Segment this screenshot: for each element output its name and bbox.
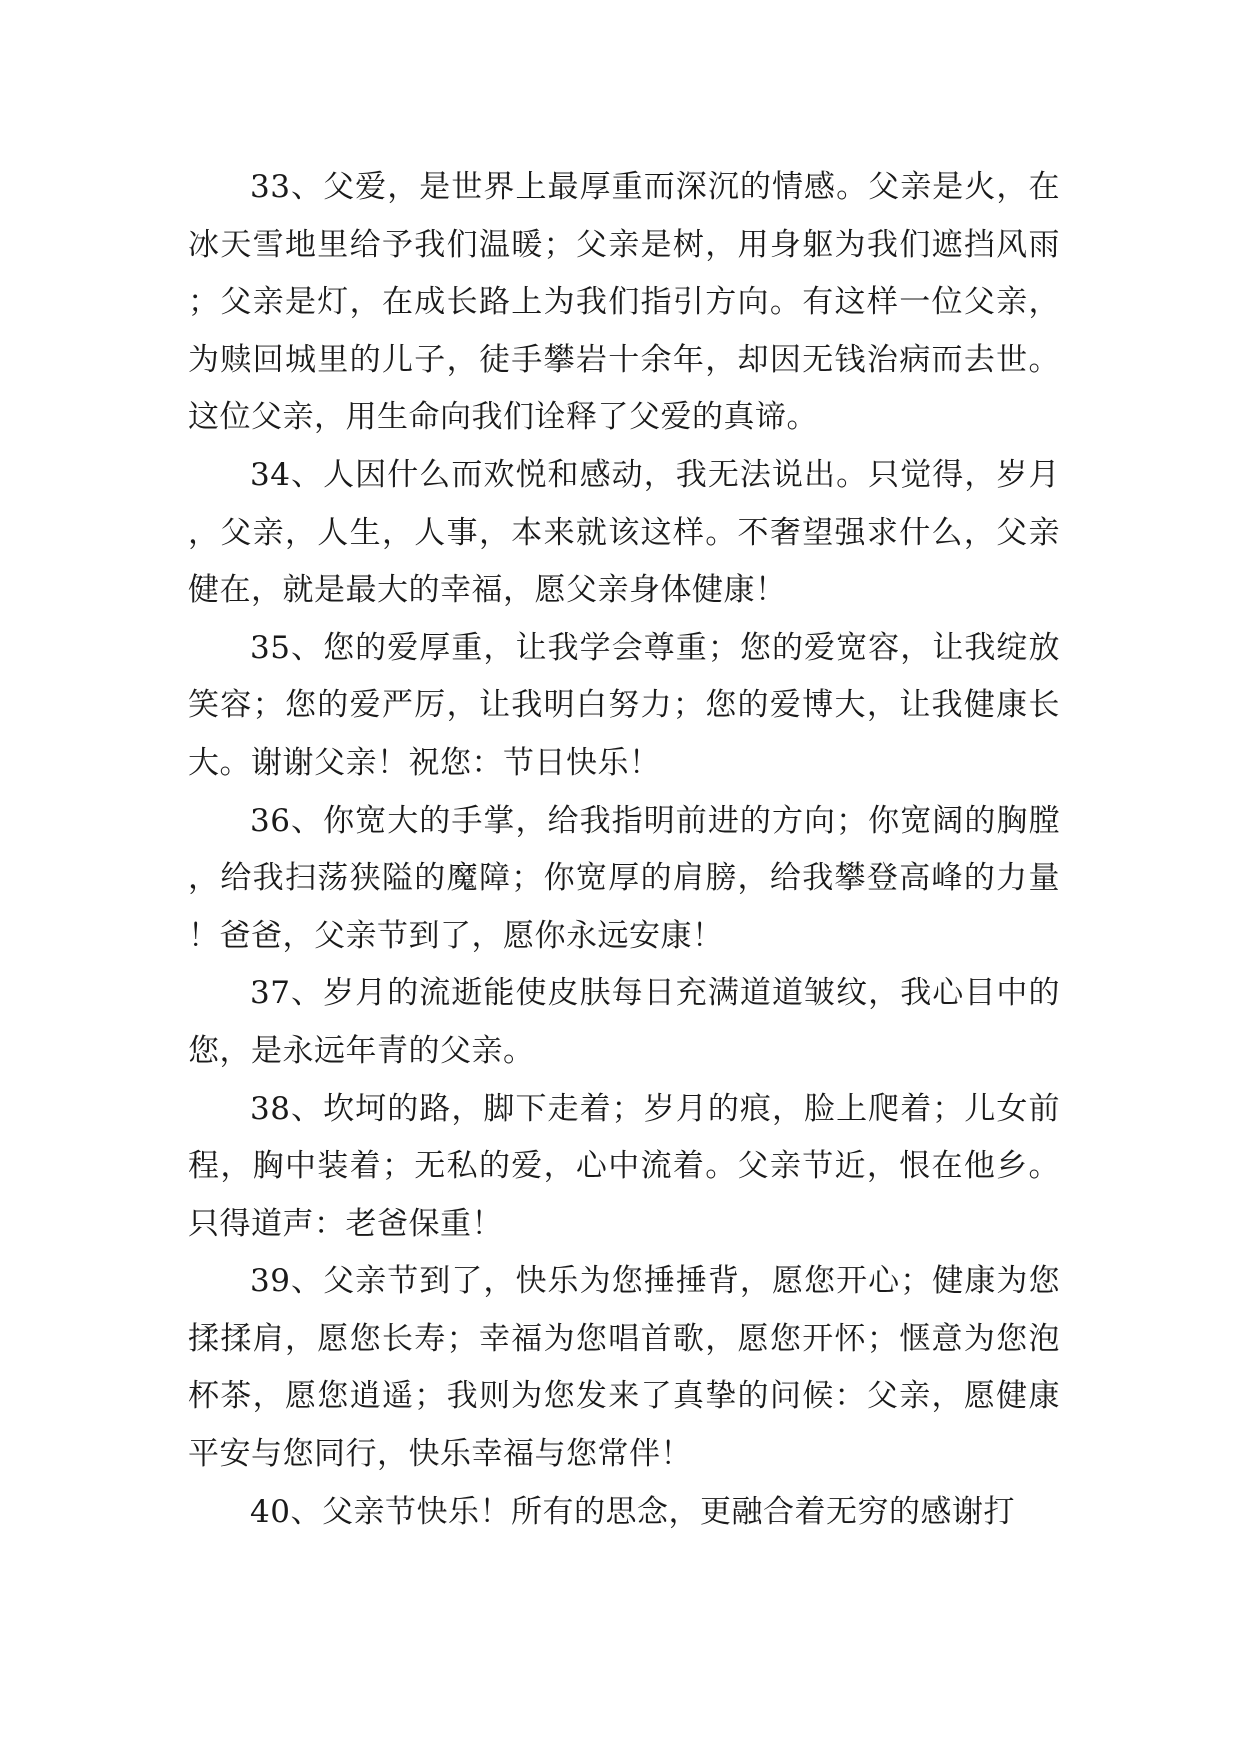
paragraph-35: 35、您的爱厚重，让我学会尊重；您的爱宽容，让我绽放笑容；您的爱严厉，让我明白努力；您的爱博大，让我健康长大。谢谢父亲！祝您：节日快乐！ (188, 629, 1060, 781)
paragraph-37: 37、岁月的流逝能使皮肤每日充满道道皱纹，我心目中的您，是永远年青的父亲。 (188, 975, 1060, 1069)
paragraph-39: 39、父亲节到了，快乐为您捶捶背，愿您开心；健康为您揉揉肩，愿您长寿；幸福为您唱首歌，愿您开怀；惬意为您泡杯茶，愿您逍遥；我则为您发来了真挚的问候：父亲，愿健康平安与您同行，快乐幸福与您常伴！ (188, 1263, 1060, 1473)
paragraph-38: 38、坎坷的路，脚下走着；岁月的痕，脸上爬着；儿女前程，胸中装着；无私的爱，心中流着。父亲节近，恨在他乡。只得道声：老爸保重！ (188, 1090, 1060, 1242)
paragraph-34: 34、人因什么而欢悦和感动，我无法说出。只觉得，岁月，父亲，人生，人事，本来就该这样。不奢望强求什么，父亲健在，就是最大的幸福，愿父亲身体健康！ (188, 456, 1060, 609)
document-body (188, 159, 1060, 1541)
paragraph-40: 40、父亲节快乐！所有的思念，更融合着无穷的感谢打 (250, 1493, 1015, 1530)
paragraph-36: 36、你宽大的手掌，给我指明前进的方向；你宽阔的胸膛，给我扫荡狭隘的魔障；你宽厚的肩膀，给我攀登高峰的力量！爸爸，父亲节到了，愿你永远安康！ (188, 802, 1060, 954)
paragraph-33: 33、父爱，是世界上最厚重而深沉的情感。父亲是火，在冰天雪地里给予我们温暖；父亲是树，用身躯为我们遮挡风雨；父亲是灯，在成长路上为我们指引方向。有这样一位父亲，为赎回城里的儿子，徒手攀岩十余年，却因无钱治病而去世。这位父亲，用生命向我们诠释了父爱的真谛。 (188, 169, 1060, 436)
